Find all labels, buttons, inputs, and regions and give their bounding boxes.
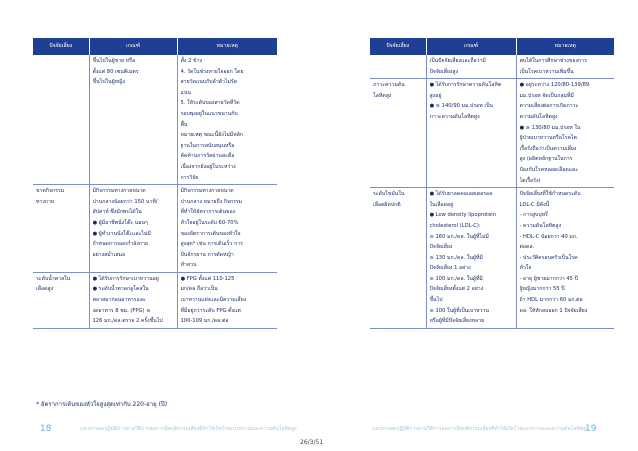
notes-line: 4. วัดในช่วงหายใจออก โดย (180, 68, 244, 75)
print-date: 26/3/51 (300, 439, 324, 446)
criteria-line: ปัจจัยเสี่ยง (429, 244, 453, 251)
footnote: * อัตราการเต้นของหัวใจสูงสุดเท่ากับ 220-อายุ (ปี) (36, 401, 168, 408)
page-number: 18 (40, 424, 52, 434)
notes-line: สูง (ผลิตหลักฐานในการ (519, 156, 573, 163)
criteria-line: ปัจจัยเสี่ยงตั้งแต่ 2 อย่าง (429, 286, 484, 293)
factor-line: ภาวะความดัน (373, 82, 405, 89)
cell-notes (516, 188, 614, 329)
table-header-row (33, 38, 277, 55)
cell-factor (370, 188, 426, 329)
table-row (33, 185, 277, 273)
criteria-line: ขึ้นไปในผู้หญิง (92, 79, 125, 86)
notes-line: - ประวัติครอบครัวเป็นโรค (519, 254, 578, 261)
notes-line: ● ≥ 130/80 มม.ปรอท ใน (519, 124, 581, 131)
page-footer: แนวทางลดปฏิบัติการตามวิธีการลดการมีพฤติกรรมเสี่ยงที่ทำให้เกิดโรคเบาหวานและความดันโลหิตสูง (372, 426, 589, 432)
notes-line: เป็นโรคเบาหวานเพิ่มขึ้น (519, 68, 574, 75)
risk-factor-table-left (33, 38, 277, 329)
notes-line: LDL-C มีดังนี้ (519, 201, 550, 208)
criteria-line: ≥ 160 มก./ดล. ในผู้ที่ไม่มี (429, 233, 489, 240)
criteria-line: งดอาหาร 8 ชม. (FPG) ≥ (92, 307, 151, 314)
cell-criteria (89, 185, 177, 273)
cell-factor (370, 79, 426, 188)
notes-line: ผู้ป่วยเบาหวานหรือโรคไต (519, 135, 577, 142)
factor-line: เลือดสูง (36, 286, 54, 293)
notes-line: ที่มีอยู่กว่าระดับ FPG ตั้งแต่ (180, 307, 241, 314)
page-footer: แนวทางลดปฏิบัติการตามวิธีการลดการมีพฤติกรรมเสี่ยงที่ทำให้เกิดโรคเบาหวานและความดันโลหิตสูง (80, 426, 297, 432)
notes-line: เรื้อรังถือว่าเป็นความเสี่ยง (519, 145, 577, 152)
criteria-line: กำหนดการออกกำลังกาย (92, 241, 148, 248)
notes-line: สายวัดแนบกับลำตัวไม่รัด (180, 79, 238, 86)
table-row (33, 55, 277, 185)
risk-factor-table-right (370, 38, 614, 329)
notes-line: การวิจัย (180, 174, 199, 181)
criteria-line: 126 มก./ดล.ตรวจ 2 ครั้งขึ้นไป (92, 318, 163, 325)
notes-line: ถ้า HDL มากกว่า 60 มก.ต่อ (519, 297, 583, 304)
criteria-line: ● ได้รับการรักษาความดันโลหิต (429, 82, 502, 89)
criteria-line: ขึ้นไป (429, 297, 443, 304)
criteria-line: ภาวะความดันโลหิตสูง (429, 113, 480, 120)
factor-line: ระดับไขมันใน (373, 191, 405, 198)
criteria-line: ปัจจัยเสี่ยง 1 อย่าง (429, 265, 471, 272)
criteria-line: หรือผู้ที่มีปัจจัยเสี่ยงหลาย (429, 318, 485, 325)
notes-line: แน่น (180, 89, 191, 96)
factor-line: ทางกาย (36, 198, 54, 205)
notes-line: คัดค้านการวัดผ่านสะดือ (180, 153, 235, 160)
criteria-line: ขึ้นไปในผู้ชาย หรือ (92, 58, 136, 64)
criteria-line: ปานกลางน้อยกว่า 150 นาที/ (92, 198, 158, 205)
notes-line: - การสูบบุหรี่ (519, 212, 548, 219)
header-risk-factor: ปัจจัยเสี่ยง (33, 38, 89, 55)
cell-notes (177, 55, 277, 185)
notes-line: - HDL-C น้อยกว่า 40 มก. (519, 233, 578, 240)
criteria-line: cholesterol (LDL-C): (429, 222, 481, 229)
notes-line: - ความดันโลหิตสูง (519, 222, 562, 229)
criteria-line: สูงอยู่ (429, 92, 442, 99)
criteria-line: ≥ 100 มก./ดล. ในผู้ที่มี (429, 275, 483, 282)
notes-line: ไตเรื้อรัง) (519, 177, 541, 184)
notes-line: ทั้ง 2 ข้าง (180, 58, 203, 64)
cell-criteria (426, 55, 516, 79)
cell-notes (177, 272, 277, 328)
notes-line: หัวใจอยู่ในระดับ 60-70% (180, 219, 239, 226)
notes-line: ปั่นจักรยาน การตัดหญ้า (180, 251, 234, 258)
factor-line: ขาดกิจกรรม (36, 188, 65, 195)
notes-line: 100-109 มก./ดล.ต่อ (180, 318, 229, 325)
notes-line: มม.ปรอท จัดเป็นกลุ่มที่มี (519, 92, 574, 99)
cell-criteria (89, 55, 177, 185)
cell-factor (33, 185, 89, 273)
factor-line: โลหิตสูง (373, 92, 392, 99)
header-criteria: เกณฑ์ (426, 38, 516, 55)
notes-line: ป้องกันโรคหลอดเลือดและ (519, 166, 578, 173)
notes-line: มีกิจกรรมทางกายขนาด (180, 188, 234, 195)
table-row (33, 272, 277, 328)
notes-line: ต่อดล. (519, 244, 535, 251)
criteria-line: ปัจจัยเสี่ยงสูง (429, 68, 459, 75)
notes-line: - อายุ ผู้ชายมากกว่า 45 ปี (519, 275, 578, 282)
cell-criteria (426, 188, 516, 329)
header-criteria: เกณฑ์ (89, 38, 177, 55)
header-risk-factor: ปัจจัยเสี่ยง (370, 38, 426, 55)
cell-notes (516, 55, 614, 79)
criteria-line: พลาสมาก่อนอาหารและ (92, 297, 146, 304)
page-number: 19 (585, 424, 597, 434)
table-row (370, 79, 614, 188)
table-row (370, 55, 614, 79)
notes-line: เบาหวานแฝงและมีความเสี่ยง (180, 297, 247, 304)
header-notes: หมายเหตุ (177, 38, 277, 55)
notes-line: ปานกลาง หมายถึง กิจกรรม (180, 198, 243, 205)
cell-notes (177, 185, 277, 273)
criteria-line: ● ≥ 140/90 มม.ปรอท เป็น (429, 103, 493, 110)
notes-line: ความดันโลหิตสูง (519, 113, 558, 120)
cell-notes (516, 79, 614, 188)
criteria-line: ● ระดับน้ำตาลกลูโคสใน (92, 286, 149, 293)
notes-line: ที่ทำให้อัตราการเต้นของ (180, 209, 236, 216)
notes-line: พบได้ในการศึกษาช่วงของการ (519, 58, 587, 64)
notes-line: พื้น (180, 121, 188, 128)
notes-line: ดล. ให้หักลบออก 1 ปัจจัยเสี่ยง (519, 307, 588, 314)
notes-line: ● อยู่ระหว่าง 120/80-139/89 (519, 82, 590, 89)
notes-line: มก/ดล ถือว่าเป็น (180, 286, 218, 293)
criteria-line: ● ได้รับยาลดคอเลสเตอรอล (429, 191, 493, 198)
factor-line: เลือดผิดปกติ (373, 201, 401, 208)
notes-line: หมายเหตุ ขณะนี้ยังไม่มีหลัก (180, 132, 243, 139)
notes-line: สูงสุด* เช่น การเดินเร็ว การ (180, 241, 243, 248)
cell-criteria (89, 272, 177, 328)
notes-line: ทำสวน (180, 262, 197, 269)
notes-line: ผู้หญิงมากกว่า 55 ปี (519, 286, 565, 293)
criteria-line: ≥ 130 มก./ดล. ในผู้ที่มี (429, 254, 483, 261)
cell-factor (370, 55, 426, 79)
notes-line: ของอัตราการเต้นของหัวใจ (180, 230, 241, 237)
notes-line: ฐานในการสนับสนุนหรือ (180, 142, 235, 149)
criteria-line: ● ได้รับการรักษาเบาหวานอยู่ (92, 275, 159, 282)
cell-factor (33, 272, 89, 328)
notes-line: 5. ให้ระดับของสายวัดที่วัด (180, 100, 240, 107)
criteria-line: ในเลือดอยู่ (429, 201, 454, 208)
criteria-line: มีกิจกรรมทางกายขนาด (92, 188, 146, 195)
criteria-line: ● ผู้ทำงานนั่งโต๊ะและไม่มี (92, 230, 151, 237)
header-notes: หมายเหตุ (516, 38, 614, 55)
criteria-line: ≥ 100 ในผู้ที่เป็นเบาหวาน (429, 307, 489, 314)
criteria-line: เป็นปัจจัยเสี่ยงและถือว่ามี (429, 58, 486, 64)
criteria-line: สัปดาห์ ซึ่งมักพบได้ใน (92, 209, 142, 216)
criteria-line: อย่างสม่ำเสมอ (92, 251, 126, 258)
notes-line: ความเสี่ยงต่อการเกิดภาวะ (519, 103, 579, 110)
table-row (370, 188, 614, 329)
cell-factor (33, 55, 89, 185)
notes-line: เนื่องจากยังอยู่ในระหว่าง (180, 163, 236, 170)
notes-line: รอบพุงอยู่ในแนวขนานกับ (180, 110, 238, 117)
cell-criteria (426, 79, 516, 188)
table-header-row (370, 38, 614, 55)
notes-line: หัวใจ (519, 265, 532, 272)
notes-line: ปัจจัยเสี่ยงที่ใช้กำหนดระดับ (519, 191, 581, 198)
criteria-line: ● ผู้มีอาชีพนั่งโต๊ะ นอนๆ (92, 219, 148, 226)
notes-line: ● FPG ตั้งแต่ 110-125 (180, 275, 235, 282)
criteria-line: ● Low density lipoprotein (429, 212, 496, 219)
factor-line: ระดับน้ำตาลใน (36, 275, 71, 282)
criteria-line: ตั้งแต่ 80 เซนติเมตร (92, 68, 139, 75)
